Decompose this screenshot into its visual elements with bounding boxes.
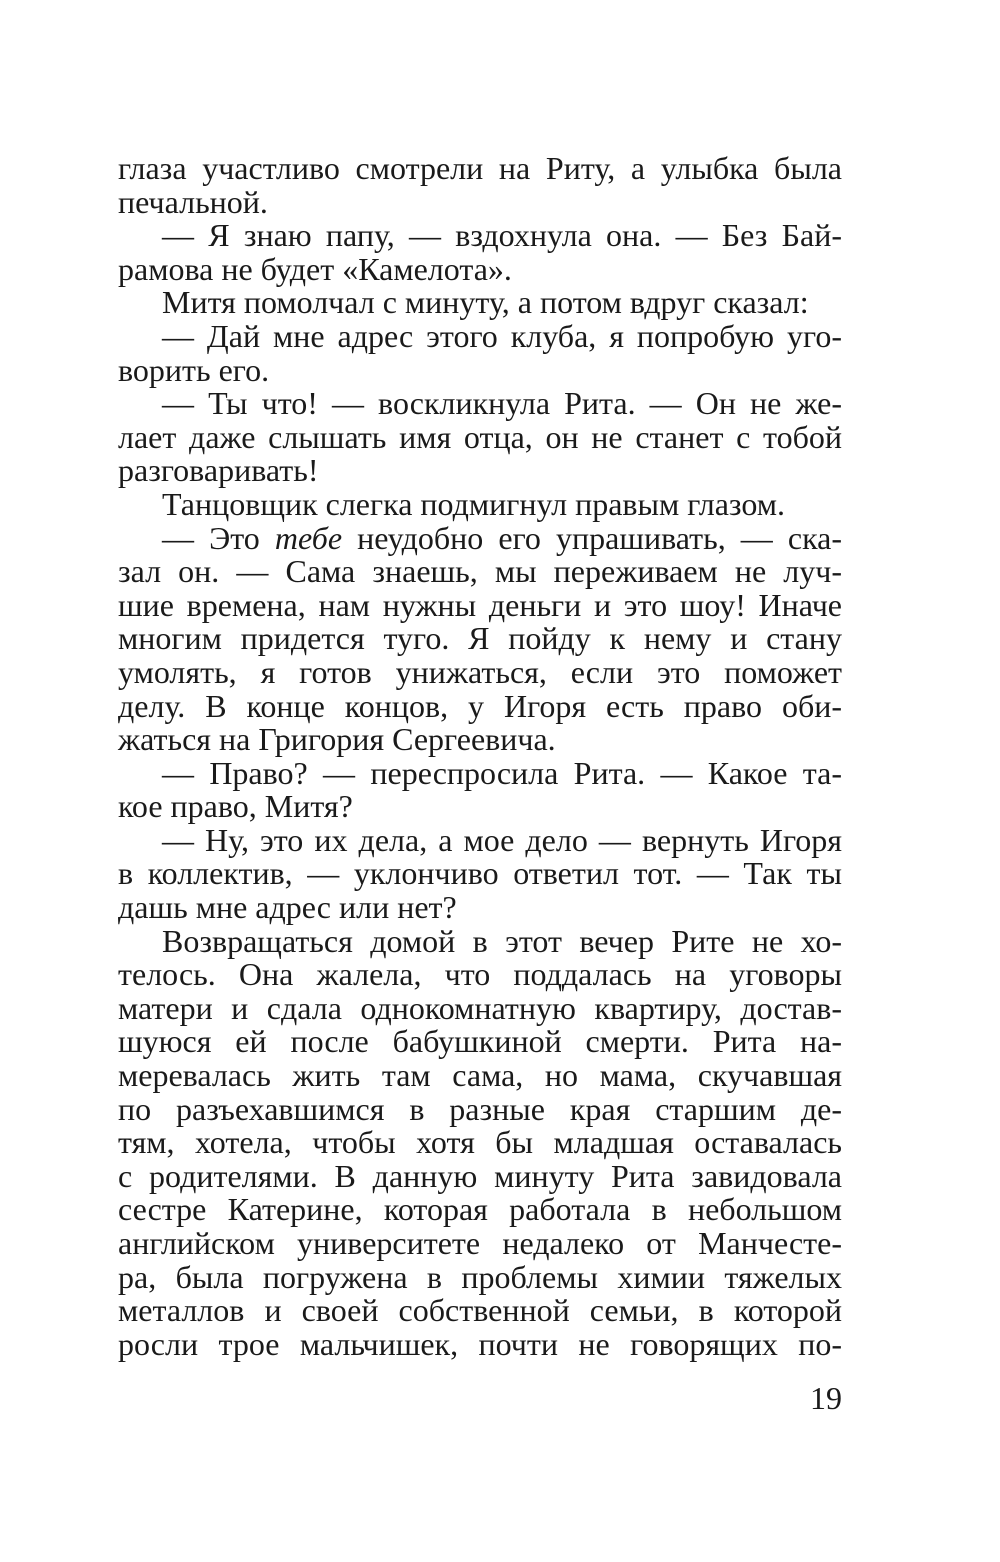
text-line: разговаривать! — [118, 452, 319, 489]
text-line: по разъехавшимся в разные края старшим де- — [118, 1090, 842, 1127]
text-line: меревалась жить там сама, но мама, скучавшая — [118, 1057, 842, 1094]
text-segment: неудобно его упрашивать, — ска- — [342, 519, 843, 556]
text-line: ра, была погружена в проблемы химии тяжелых — [118, 1258, 842, 1295]
text-line: шие времена, нам нужны деньги и это шоу! Иначе — [118, 586, 842, 623]
text-line: жаться на Григория Сергеевича. — [118, 721, 556, 758]
text-line: — Ну, это их дела, а мое дело — вернуть Игоря — [162, 821, 842, 858]
text-line: глаза участливо смотрели на Риту, а улыбка была — [118, 150, 842, 186]
text-line: — Дай мне адрес этого клуба, я попробую уго- — [162, 317, 842, 354]
page-number: 19 — [810, 1380, 842, 1416]
text-line: матери и сдала однокомнатную квартиру, достав- — [118, 989, 842, 1026]
text-line: телось. Она жалела, что поддалась на уговоры — [118, 956, 842, 993]
text-line: печальной. — [118, 183, 268, 220]
text-line: металлов и своей собственной семьи, в которой — [118, 1292, 842, 1329]
text-line: с родителями. В данную минуту Рита завидовала — [118, 1157, 842, 1194]
text-line: кое право, Митя? — [118, 788, 353, 825]
text-line: Возвращаться домой в этот вечер Рите не хо- — [162, 922, 842, 959]
italic-word: тебе — [274, 519, 343, 556]
text-line-with-italic — [118, 519, 843, 556]
text-line: тям, хотела, чтобы хотя бы младшая оставалась — [118, 1124, 842, 1161]
text-line: — Ты что! — воскликнула Рита. — Он не же- — [162, 385, 842, 422]
text-line: — Право? — переспросила Рита. — Какое та- — [162, 754, 842, 791]
text-line: шуюся ей после бабушкиной смерти. Рита на- — [118, 1023, 842, 1060]
text-line: — Я знаю папу, — вздохнула она. — Без Бай- — [162, 217, 842, 254]
text-line: рамова не будет «Камелота». — [118, 250, 512, 287]
text-segment: — Это — [162, 519, 275, 556]
text-line: делу. В конце концов, у Игоря есть право оби- — [118, 687, 842, 724]
body-text — [118, 152, 842, 1361]
text-line: ворить его. — [118, 351, 270, 388]
text-line: росли трое мальчишек, почти не говорящих по- — [118, 1325, 842, 1362]
text-line: Митя помолчал с минуту, а потом вдруг сказал: — [162, 284, 809, 321]
text-line: многим придется туго. Я пойду к нему и стану — [118, 620, 842, 657]
text-line: умолять, я готов унижаться, если это поможет — [118, 653, 842, 690]
text-line: английском университете недалеко от Манчесте- — [118, 1225, 842, 1261]
text-line: Танцовщик слегка подмигнул правым глазом. — [162, 485, 786, 522]
text-line: зал он. — Сама знаешь, мы переживаем не луч- — [118, 553, 842, 590]
text-line: сестре Катерине, которая работала в небольшом — [118, 1191, 842, 1228]
text-line: лает даже слышать имя отца, он не станет с тобой — [118, 418, 842, 455]
text-line: в коллектив, — уклончиво ответил тот. — Так ты — [118, 855, 842, 892]
text-line: дашь мне адрес или нет? — [118, 889, 457, 926]
